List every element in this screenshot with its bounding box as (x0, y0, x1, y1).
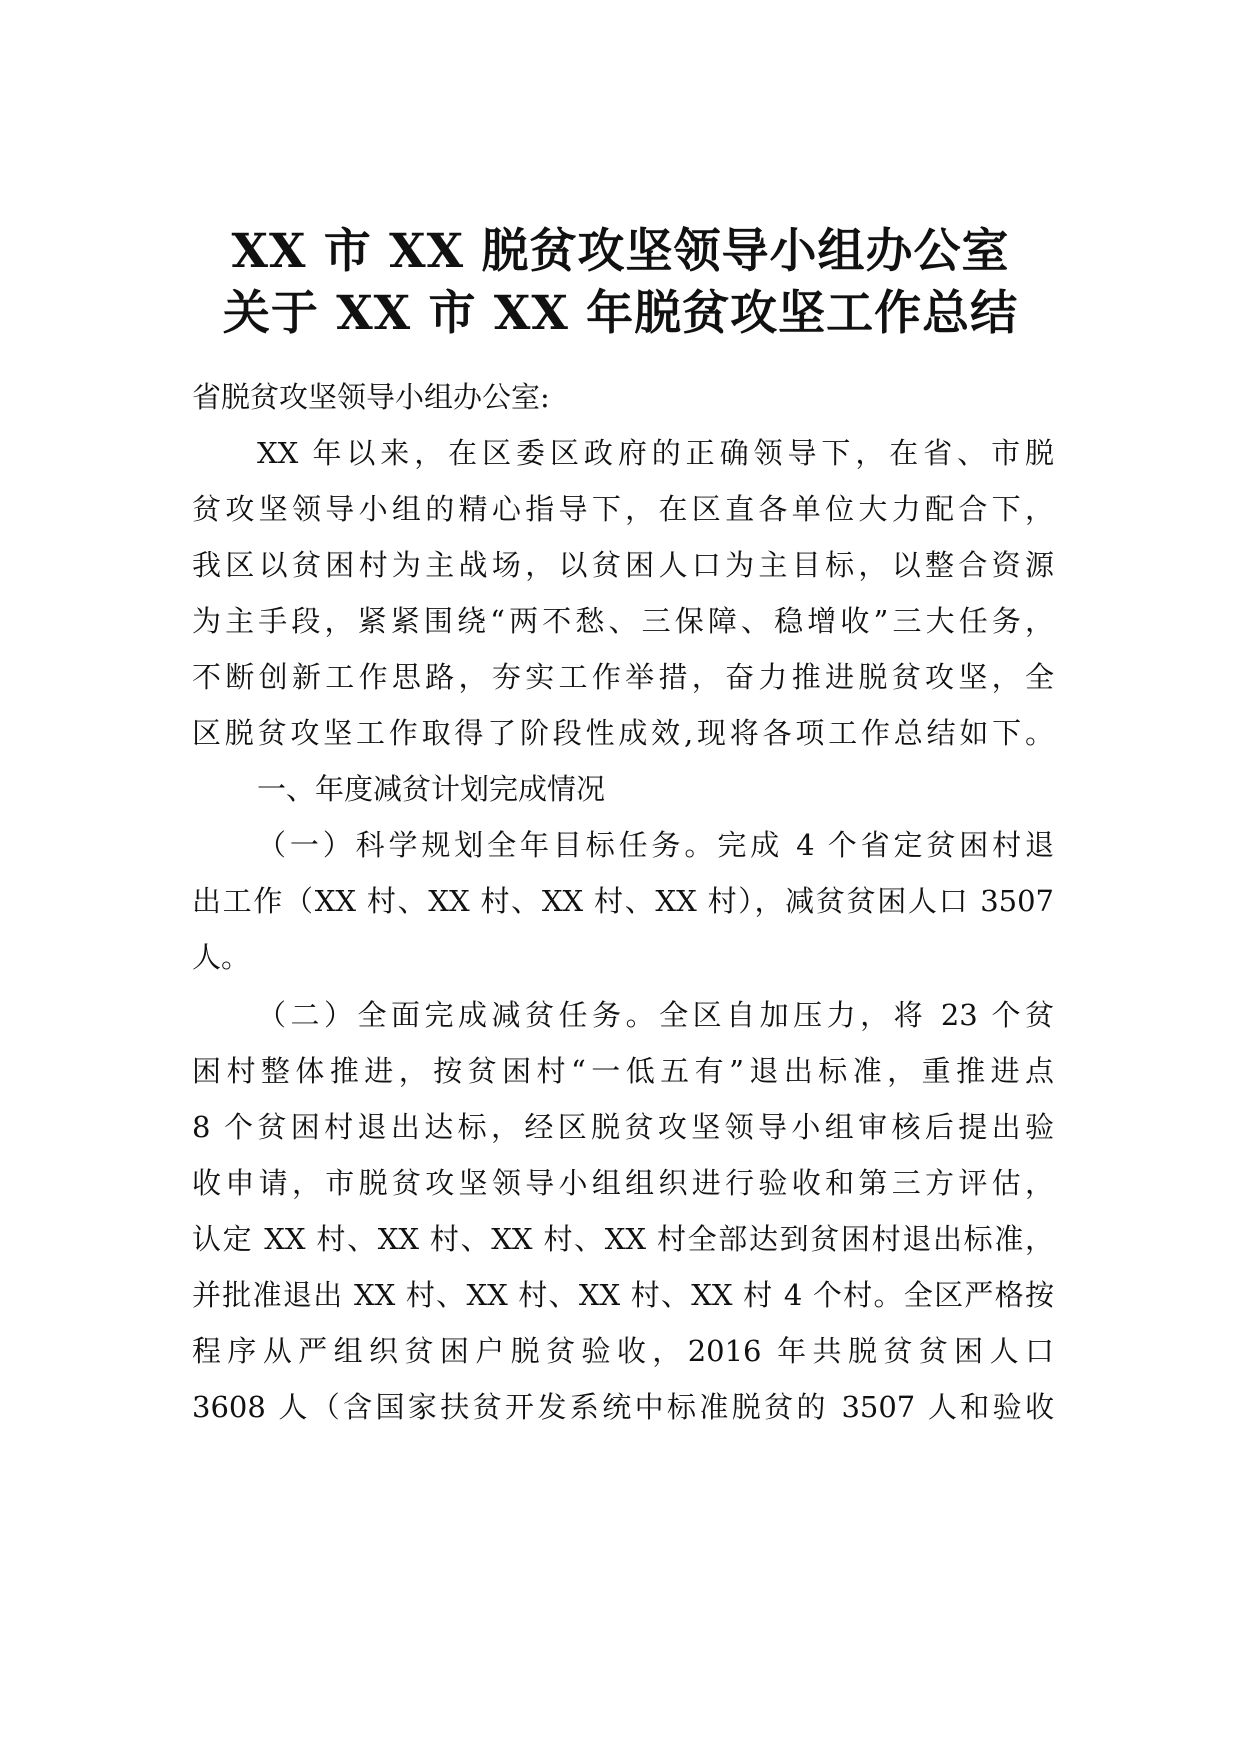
body-line: XX 年以来，在区委区政府的正确领导下，在省、市脱 (257, 436, 1054, 470)
body-line: 认定 XX 村、XX 村、XX 村、XX 村全部达到贫困村退出标准， (192, 1222, 1054, 1256)
body-line: 困村整体推进，按贫困村“一低五有”退出标准，重推进点 (192, 1054, 1054, 1088)
body-line: （二）全面完成减贫任务。全区自加压力，将 23 个贫 (257, 998, 1054, 1032)
body-line: 区脱贫攻坚工作取得了阶段性成效,现将各项工作总结如下。 (192, 716, 1054, 750)
body-line: 人。 (192, 940, 251, 974)
body-line: 我区以贫困村为主战场，以贫困人口为主目标，以整合资源 (192, 548, 1054, 582)
body-line: （一）科学规划全年目标任务。完成 4 个省定贫困村退 (257, 828, 1054, 862)
document-title-line-1: XX 市 XX 脱贫攻坚领导小组办公室 (231, 224, 1010, 279)
body-line: 贫攻坚领导小组的精心指导下，在区直各单位大力配合下， (192, 492, 1054, 526)
body-line: 不断创新工作思路，夯实工作举措，奋力推进脱贫攻坚，全 (192, 660, 1054, 694)
body-line: 收申请，市脱贫攻坚领导小组组织进行验收和第三方评估， (192, 1166, 1054, 1200)
body-line: 出工作（XX 村、XX 村、XX 村、XX 村），减贫贫困人口 3507 (192, 884, 1054, 918)
section-heading: 一、年度减贫计划完成情况 (257, 772, 606, 806)
body-line: 为主手段，紧紧围绕“两不愁、三保障、稳增收”三大任务， (192, 604, 1054, 638)
salutation: 省脱贫攻坚领导小组办公室: (192, 380, 550, 414)
document-title-line-2: 关于 XX 市 XX 年脱贫攻坚工作总结 (222, 286, 1019, 341)
body-line: 8 个贫困村退出达标，经区脱贫攻坚领导小组审核后提出验 (192, 1110, 1054, 1144)
body-line: 3608 人（含国家扶贫开发系统中标准脱贫的 3507 人和验收 (192, 1390, 1054, 1424)
body-line: 程序从严组织贫困户脱贫验收，2016 年共脱贫贫困人口 (192, 1334, 1054, 1368)
body-line: 并批准退出 XX 村、XX 村、XX 村、XX 村 4 个村。全区严格按 (192, 1278, 1054, 1312)
